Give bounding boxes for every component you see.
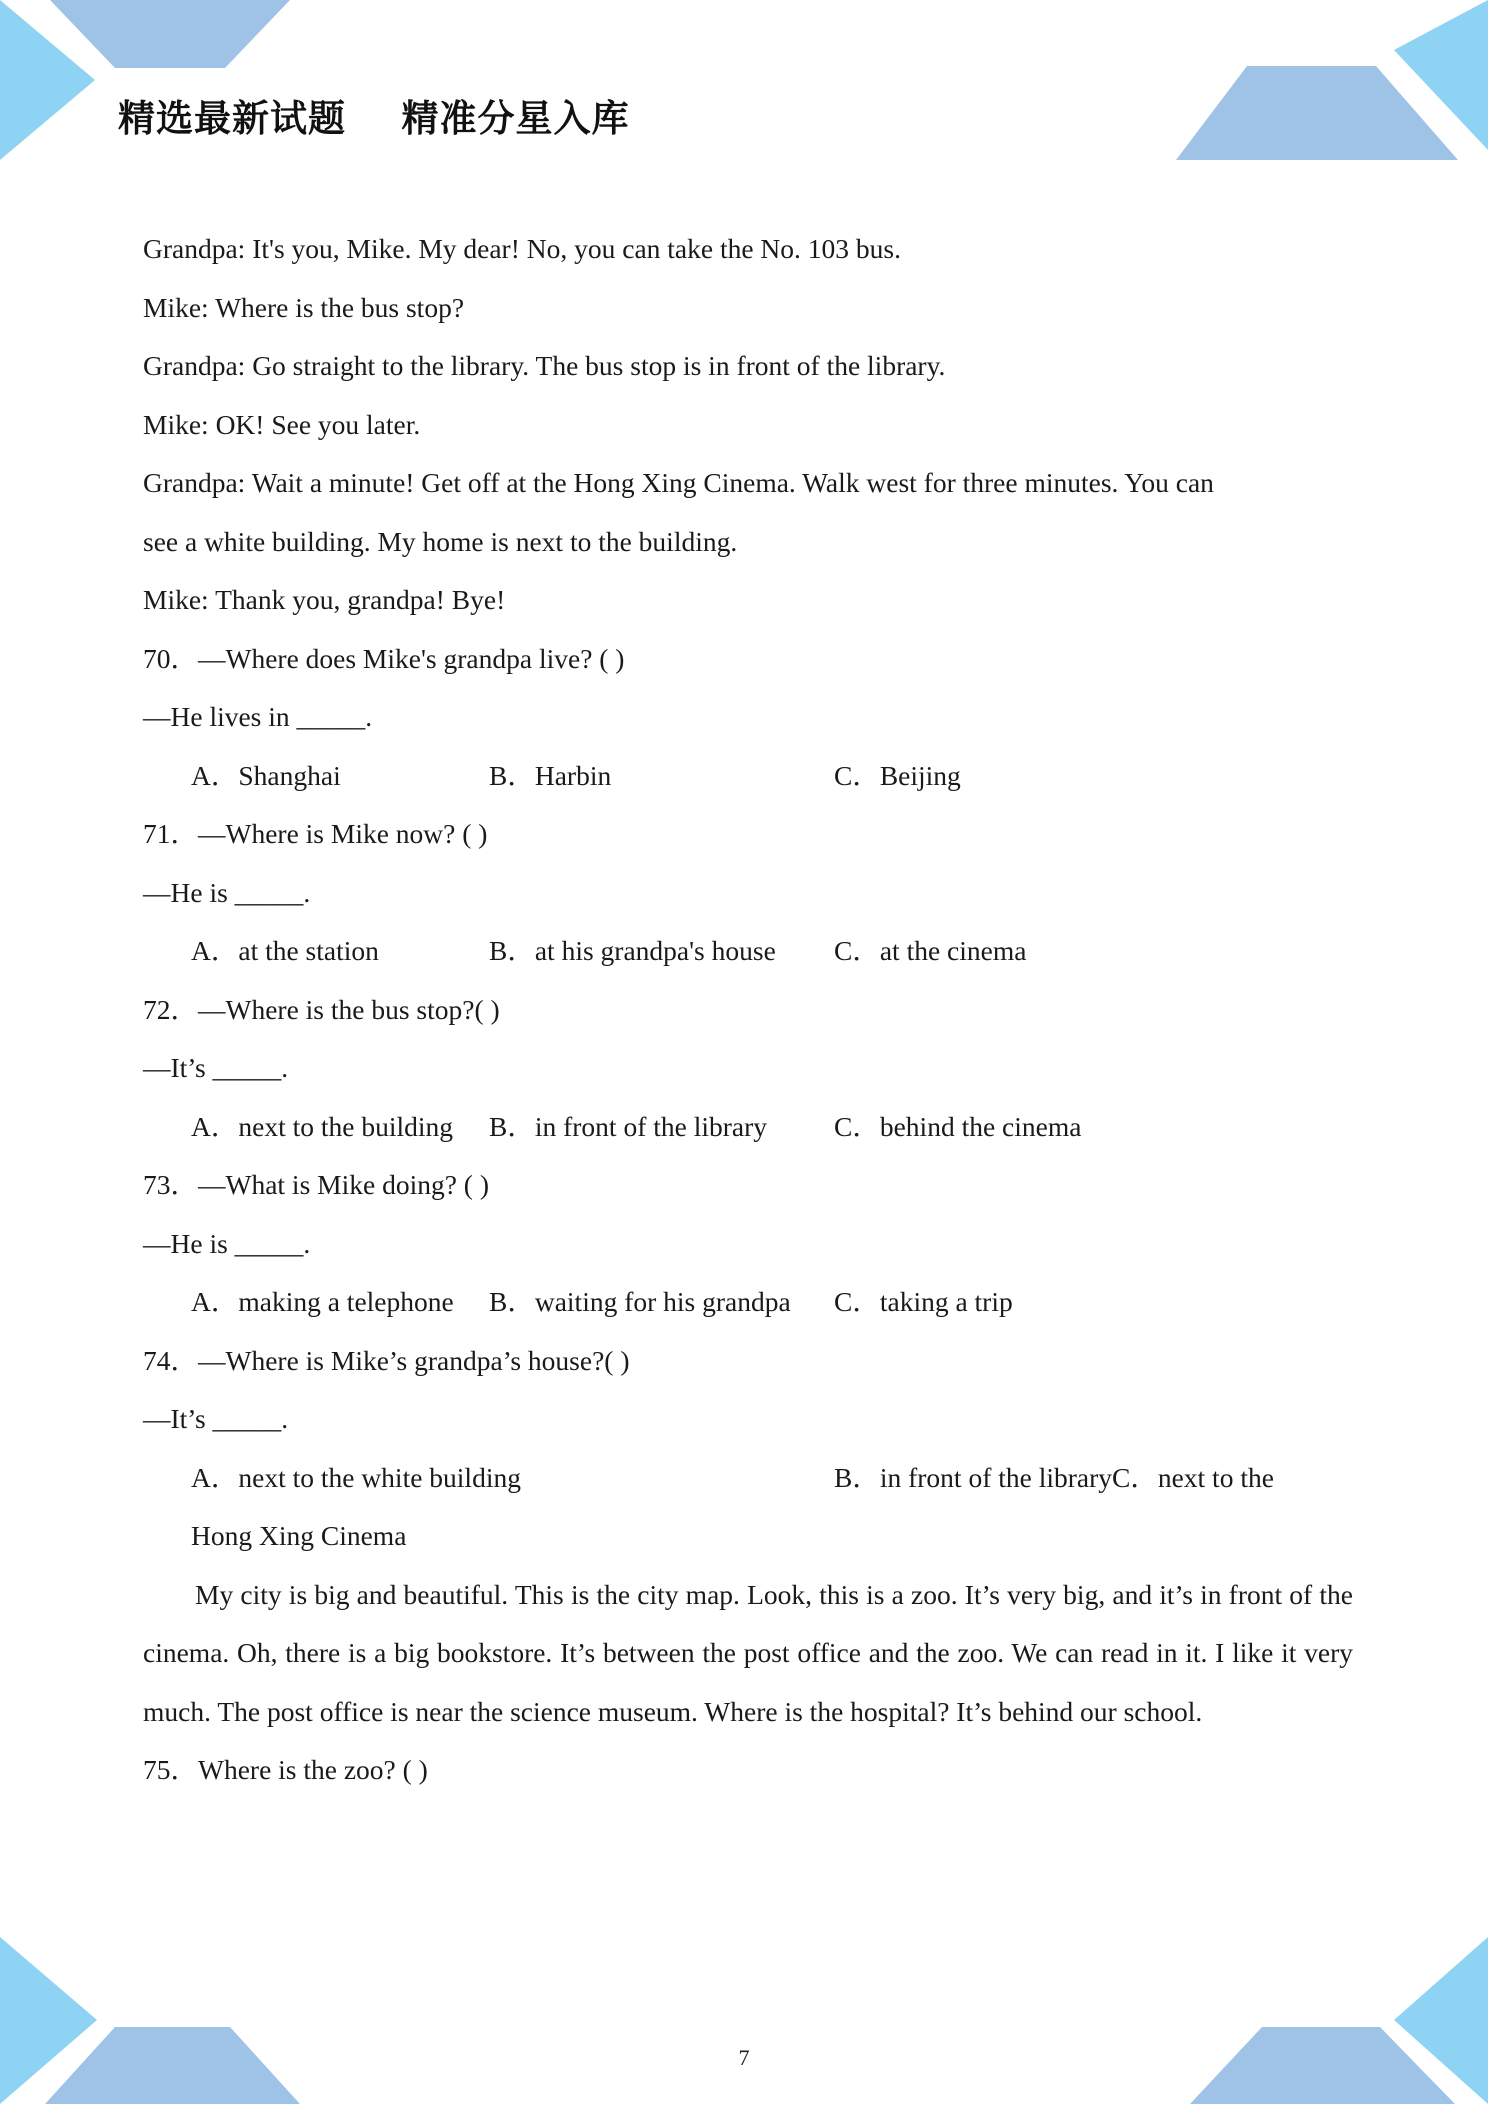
dialogue-line: Grandpa: Go straight to the library. The bus stop is in front of the library. [143, 350, 946, 381]
question-text: 73．—What is Mike doing? ( ) [143, 1169, 489, 1200]
dialogue-line: Mike: Thank you, grandpa! Bye! [143, 584, 506, 615]
corner-trapezoid-top-left [50, 0, 290, 68]
question-71 [143, 805, 1353, 981]
document-body [143, 220, 1353, 1800]
option-c: C．at the cinema [834, 935, 1027, 966]
option-b: B．Harbin [489, 759, 612, 791]
option-c: C．Beijing [834, 759, 961, 791]
page-header-title: 精选最新试题 精准分星入库 [118, 97, 630, 140]
options-row [143, 1449, 1353, 1508]
corner-trapezoid-top-right [1176, 66, 1458, 160]
corner-triangle-bottom-right [1394, 1937, 1488, 2104]
answer-prompt: —It’s _____. [143, 1403, 289, 1434]
question-text: 74．—Where is Mike’s grandpa’s house?( ) [143, 1344, 630, 1376]
option-c-continued: Hong Xing Cinema [191, 1520, 407, 1551]
dialogue-line: see a white building. My home is next to the building. [143, 525, 738, 557]
option-a: A．at the station [191, 935, 379, 966]
question-70 [143, 630, 1353, 806]
option-b: B．in front of the library [489, 1110, 767, 1142]
dialogue-line: Mike: OK! See you later. [143, 408, 421, 440]
option-c: C．taking a trip [834, 1286, 1013, 1317]
option-a: A．making a telephone [191, 1286, 454, 1317]
page-number: 7 [738, 2045, 750, 2070]
dialogue-line: Mike: Where is the bus stop? [143, 291, 465, 323]
option-a: A．next to the building [191, 1110, 453, 1142]
options-row [143, 922, 1353, 981]
answer-prompt: —He is _____. [143, 1227, 311, 1259]
options-row [143, 747, 1353, 806]
question-73 [143, 1156, 1353, 1332]
question-text: 70．—Where does Mike's grandpa live? ( ) [143, 642, 625, 674]
question-text: 72．—Where is the bus stop?( ) [143, 993, 500, 1025]
answer-prompt: —He lives in _____. [143, 701, 373, 732]
corner-triangle-top-left [0, 0, 95, 160]
option-b-c: B．in front of the libraryC．next to the [834, 1461, 1274, 1493]
question-text: 71．—Where is Mike now? ( ) [143, 818, 488, 849]
option-c: C．behind the cinema [834, 1110, 1082, 1142]
answer-prompt: —He is _____. [143, 876, 311, 908]
question-75: 75．Where is the zoo? ( ) [143, 1754, 428, 1785]
dialogue [143, 220, 1353, 630]
dialogue-line: Grandpa: Wait a minute! Get off at the Hong Xing Cinema. Walk west for three minutes. You can [143, 467, 1214, 498]
dialogue-line: Grandpa: It's you, Mike. My dear! No, you can take the No. 103 bus. [143, 233, 901, 264]
corner-triangle-top-right [1394, 0, 1488, 150]
options-row [143, 1273, 1353, 1332]
question-72 [143, 981, 1353, 1157]
question-74 [143, 1332, 1353, 1566]
option-b: B．at his grandpa's house [489, 935, 776, 966]
answer-prompt: —It’s _____. [143, 1052, 289, 1083]
corner-triangle-bottom-left [0, 1937, 97, 2104]
option-a: A．next to the white building [191, 1461, 521, 1493]
option-a: A．Shanghai [191, 759, 341, 791]
reading-passage: My city is big and beautiful. This is the city map. Look, this is a zoo. It’s very big, and it’s in front of the cinema. Oh, there is a big bookstore. It’s between the post office and the zoo. We can read in it. I like it very much. The post office is near the science museum. Where is the hospital? It’s behind our school. [143, 1578, 1353, 1727]
option-b: B．waiting for his grandpa [489, 1286, 791, 1317]
options-row [143, 1098, 1353, 1157]
